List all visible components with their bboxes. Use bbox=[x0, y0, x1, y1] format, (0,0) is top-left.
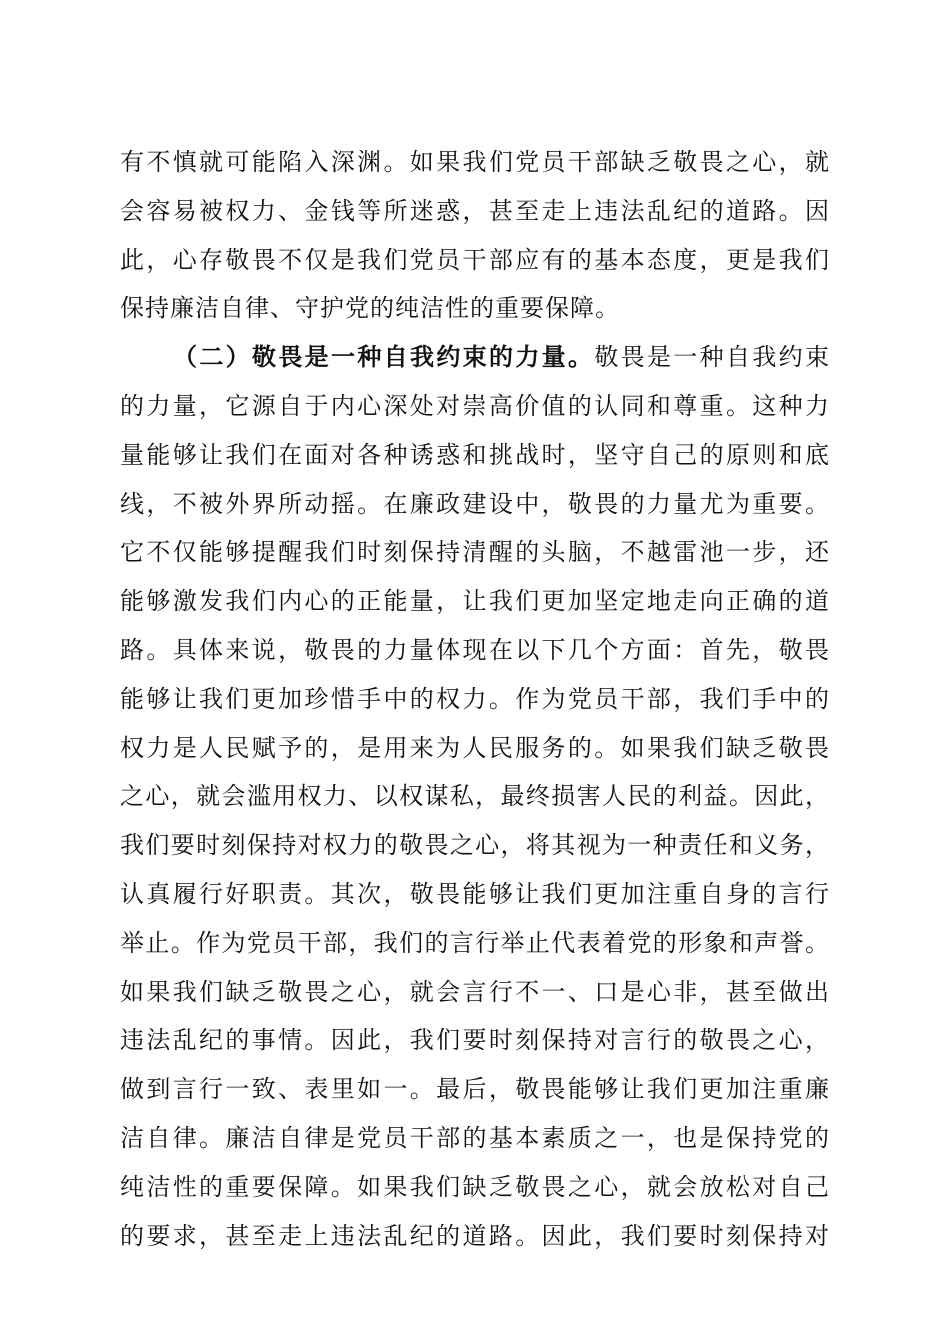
section-2-line: 如果我们缺乏敬畏之心，就会言行不一、口是心非，甚至做出 bbox=[120, 977, 830, 1006]
section-2-line: 纯洁性的重要保障。如果我们缺乏敬畏之心，就会放松对自己 bbox=[120, 1172, 830, 1201]
paragraph-1-line-1: 有不慎就可能陷入深渊。如果我们党员干部缺乏敬畏之心，就 bbox=[120, 148, 830, 176]
document-body bbox=[120, 138, 830, 1260]
section-2-heading: （二）敬畏是一种自我约束的力量。 bbox=[173, 342, 595, 372]
section-2-line: 它不仅能够提醒我们时刻保持清醒的头脑，不越雷池一步，还 bbox=[120, 538, 830, 567]
section-2-line: 之心，就会滥用权力、以权谋私，最终损害人民的利益。因此， bbox=[120, 782, 830, 811]
section-2-first-line bbox=[120, 333, 830, 382]
section-2-line: 认真履行好职责。其次，敬畏能够让我们更加注重自身的言行 bbox=[120, 879, 830, 908]
section-2-line: 我们要时刻保持对权力的敬畏之心，将其视为一种责任和义务， bbox=[120, 831, 830, 860]
section-2-line: 的力量，它源自于内心深处对崇高价值的认同和尊重。这种力 bbox=[120, 391, 830, 420]
paragraph-1-line-2: 会容易被权力、金钱等所迷惑，甚至走上违法乱纪的道路。因 bbox=[120, 196, 830, 225]
section-2-line: 量能够让我们在面对各种诱惑和挑战时，坚守自己的原则和底 bbox=[120, 440, 830, 469]
section-2-line: 举止。作为党员干部，我们的言行举止代表着党的形象和声誉。 bbox=[120, 928, 830, 957]
section-2-line: 做到言行一致、表里如一。最后，敬畏能够让我们更加注重廉 bbox=[120, 1075, 830, 1104]
section-2-line: 线，不被外界所动摇。在廉政建设中，敬畏的力量尤为重要。 bbox=[120, 489, 830, 518]
section-2-line: 权力是人民赋予的，是用来为人民服务的。如果我们缺乏敬畏 bbox=[120, 733, 830, 762]
paragraph-1-line-4: 保持廉洁自律、守护党的纯洁性的重要保障。 bbox=[120, 294, 620, 323]
section-2-line: 的要求，甚至走上违法乱纪的道路。因此，我们要时刻保持对 bbox=[120, 1221, 830, 1250]
section-2-line: 违法乱纪的事情。因此，我们要时刻保持对言行的敬畏之心， bbox=[120, 1026, 830, 1055]
section-2-line: 洁自律。廉洁自律是党员干部的基本素质之一，也是保持党的 bbox=[120, 1123, 830, 1152]
paragraph-1-line-3: 此，心存敬畏不仅是我们党员干部应有的基本态度，更是我们 bbox=[120, 245, 830, 274]
section-2-first-line-text: 敬畏是一种自我约束 bbox=[594, 343, 831, 372]
section-2-line: 路。具体来说，敬畏的力量体现在以下几个方面：首先，敬畏 bbox=[120, 635, 830, 664]
section-2-line: 能够激发我们内心的正能量，让我们更加坚定地走向正确的道 bbox=[120, 587, 830, 616]
section-2-line: 能够让我们更加珍惜手中的权力。作为党员干部，我们手中的 bbox=[120, 684, 830, 713]
